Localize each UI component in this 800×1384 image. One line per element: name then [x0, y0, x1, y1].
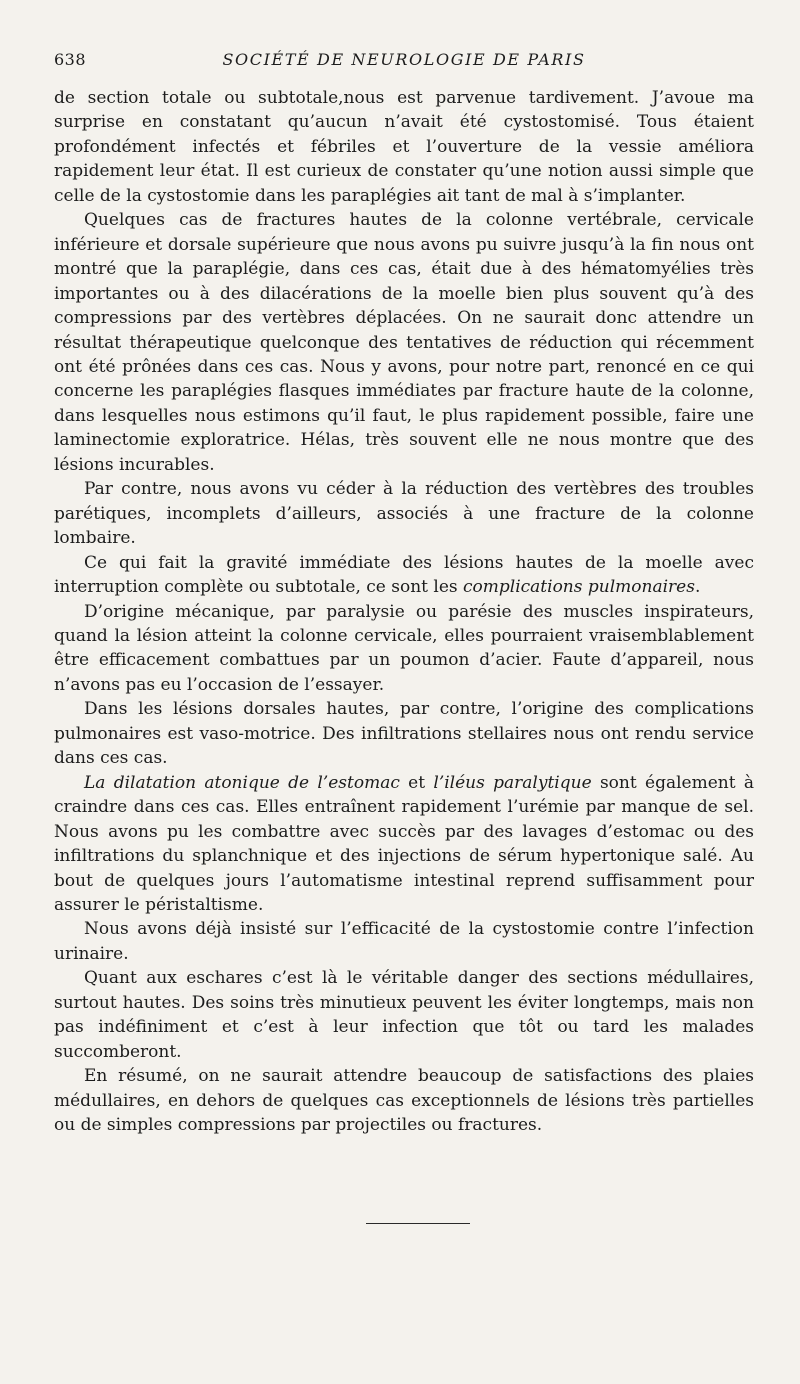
paragraph: Quelques cas de fractures hautes de la colonne vertébrale, cervicale inférieure et dorsale supérieure que nous avons pu suivre jusqu’à la fin nous ont montré que la paraplégie, dans ces cas, était due à des hématomyélies très importantes ou à des dilacérations de la moelle bien plus souvent qu’à des compressions par des vertèbres déplacées. On ne saurait donc attendre un résultat thérapeutique quelconque des tentatives de réduction qui récemment ont été prônées dans ces cas. Nous y avons, pour notre part, renoncé en ce qui concerne les paraplégies flasques immédiates par fracture haute de la colonne, dans lesquelles nous estimons qu’il faut, le plus rapidement possible, faire une laminectomie exploratrice. Hélas, très souvent elle ne nous montre que des lésions incurables.	[54, 210, 754, 475]
paragraph: Par contre, nous avons vu céder à la réduction des vertèbres des troubles parétiques, incomplets d’ailleurs, associés à une fracture de la colonne lombaire.	[54, 479, 754, 549]
emphasis-text: l’iléus paralytique	[433, 772, 592, 793]
running-title: SOCIÉTÉ DE NEUROLOGIE DE PARIS	[222, 50, 586, 69]
paragraph: Nous avons déjà insisté sur l’efficacité de la cystostomie contre l’infection urinaire.	[54, 919, 754, 964]
paragraph-text: et	[399, 772, 434, 793]
paragraph: Quant aux eschares c’est là le véritable danger des sections médullaires, surtout hautes. Des soins très minutieux peuvent les éviter longtemps, mais non pas indéfiniment et c’est à leur infection que tôt ou tard les malades succomberont.	[54, 968, 754, 1062]
paragraph: de section totale ou subtotale,nous est parvenue tardivement. J’avoue ma surprise en constatant qu’aucun n’avait été cystostomisé. Tous étaient profondément infectés et fébriles et l’ouverture de la vessie améliora rapidement leur état. Il est curieux de constater qu’une notion aussi simple que celle de la cystostomie dans les paraplégies ait tant de mal à s’implanter.	[54, 88, 754, 206]
page-number: 638	[54, 50, 87, 69]
paragraph: En résumé, on ne saurait attendre beaucoup de satisfactions des plaies médullaires, en dehors de quelques cas exceptionnels de lésions très partielles ou de simples compressions par projectiles ou fractures.	[54, 1066, 754, 1136]
paragraph: D’origine mécanique, par paralysie ou parésie des muscles inspirateurs, quand la lésion atteint la colonne cervicale, elles pourraient vraisemblablement être efficacement combattues par un poumon d’acier. Faute d’appareil, nous n’avons pas eu l’occasion de l’essayer.	[54, 601, 754, 695]
end-rule	[366, 1223, 470, 1224]
paragraph-text: sont également à craindre dans ces cas. Elles entraînent rapidement l’urémie par manque de sel. Nous avons pu les combattre avec succès par des lavages d’estomac ou des infiltrations du splanchnique et des injections de sérum hypertonique salé. Au bout de quelques jours l’automatisme intestinal reprend suffisamment pour assurer le péristaltisme.	[54, 772, 754, 915]
paragraph	[54, 771, 754, 918]
page-header	[54, 50, 754, 74]
paragraph: Dans les lésions dorsales hautes, par contre, l’origine des complications pulmonaires est vaso-motrice. Des infiltrations stellaires nous ont rendu service dans ces cas.	[54, 699, 754, 769]
emphasis-text: La dilatation atonique de l’estomac	[84, 772, 400, 793]
paragraph-text: .	[694, 577, 701, 598]
paragraph	[54, 551, 754, 600]
body-text	[54, 86, 754, 1137]
emphasis-text: complications pulmonaires	[463, 577, 695, 598]
paragraph-text: Ce qui fait la gravité immédiate des lésions hautes de la moelle avec interruption complète ou subtotale, ce sont les	[54, 552, 754, 598]
